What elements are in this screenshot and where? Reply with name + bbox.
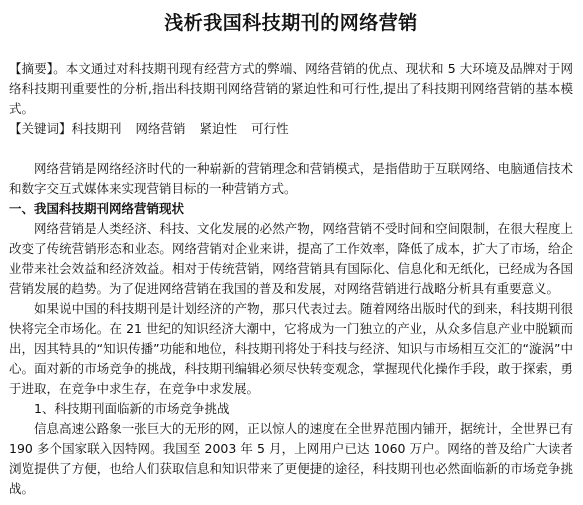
abstract-text: 。本文通过对科技期刊现有经营方式的弊端、网络营销的优点、现状和 5 大环境及品牌对于网络科技期刊重要性的分析,指出科技期刊网络营销的紧迫性和可行性,提出了科技期刊网络营销的基本模式。 — [9, 61, 573, 116]
subsection-heading: 1、科技期刊面临新的市场竞争挑战 — [34, 401, 230, 416]
abstract-label: 【摘要】 — [9, 61, 54, 76]
blank-line — [9, 139, 573, 159]
keyword-item: 紧迫性 — [199, 121, 238, 136]
section-heading: 一、我国科技期刊网络营销现状 — [9, 201, 185, 216]
keyword-item: 科技期刊 — [71, 121, 122, 136]
keyword-item: 可行性 — [251, 121, 289, 136]
keywords-line — [9, 119, 573, 139]
body-paragraph: 网络营销是人类经济、科技、文化发展的必然产物，网络营销不受时间和空间限制，在很大程度上改变了传统营销形态和业态。网络营销对企业来讲，提高了工作效率，降低了成本，扩大了市场，给企业带来社会效益和经济效益。相对于传统营销，网络营销具有国际化、信息化和无纸化，已经成为各国营销发展的趋势。为了促进网络营销在我国的普及和发展，对网络营销进行战略分析具有重要意义。 — [9, 221, 573, 296]
body-paragraph: 信息高速公路象一张巨大的无形的网，正以惊人的速度在全世界范围内铺开，据统计，全世界已有 190 多个国家联入因特网。我国至 2003 年 5 月，上网用户已达 1060 万户。网络的普及给广大读者浏览提供了方便，也给人们获取信息和知识带来了更便捷的途径，科技期刊也必然面临新的市场竞争挑战。 — [9, 421, 573, 496]
abstract-paragraph — [9, 59, 573, 119]
keyword-item: 网络营销 — [135, 121, 186, 136]
body-paragraph: 如果说中国的科技期刊是计划经济的产物，那只代表过去。随着网络出版时代的到来，科技期刊很快将完全市场化。在 21 世纪的知识经济大潮中，它将成为一门独立的产业，从众多信息产业中脱颖而出，因其特具的“知识传播”功能和地位，科技期刊将处于科技与经济、知识与市场相互交汇的“漩涡”中心。面对新的市场竞争的挑战，科技期刊编辑必须尽快转变观念，掌握现代化操作手段，敢于探索，勇于进取，在竞争中求生存，在竞争中求发展。 — [9, 301, 573, 396]
keywords-label: 【关键词】 — [9, 121, 72, 136]
intro-paragraph: 网络营销是网络经济时代的一种崭新的营销理念和营销模式，是指借助于互联网络、电脑通信技术和数字交互式媒体来实现营销目标的一种营销方式。 — [9, 161, 573, 196]
page-title: 浅析我国科技期刊的网络营销 — [164, 12, 418, 34]
